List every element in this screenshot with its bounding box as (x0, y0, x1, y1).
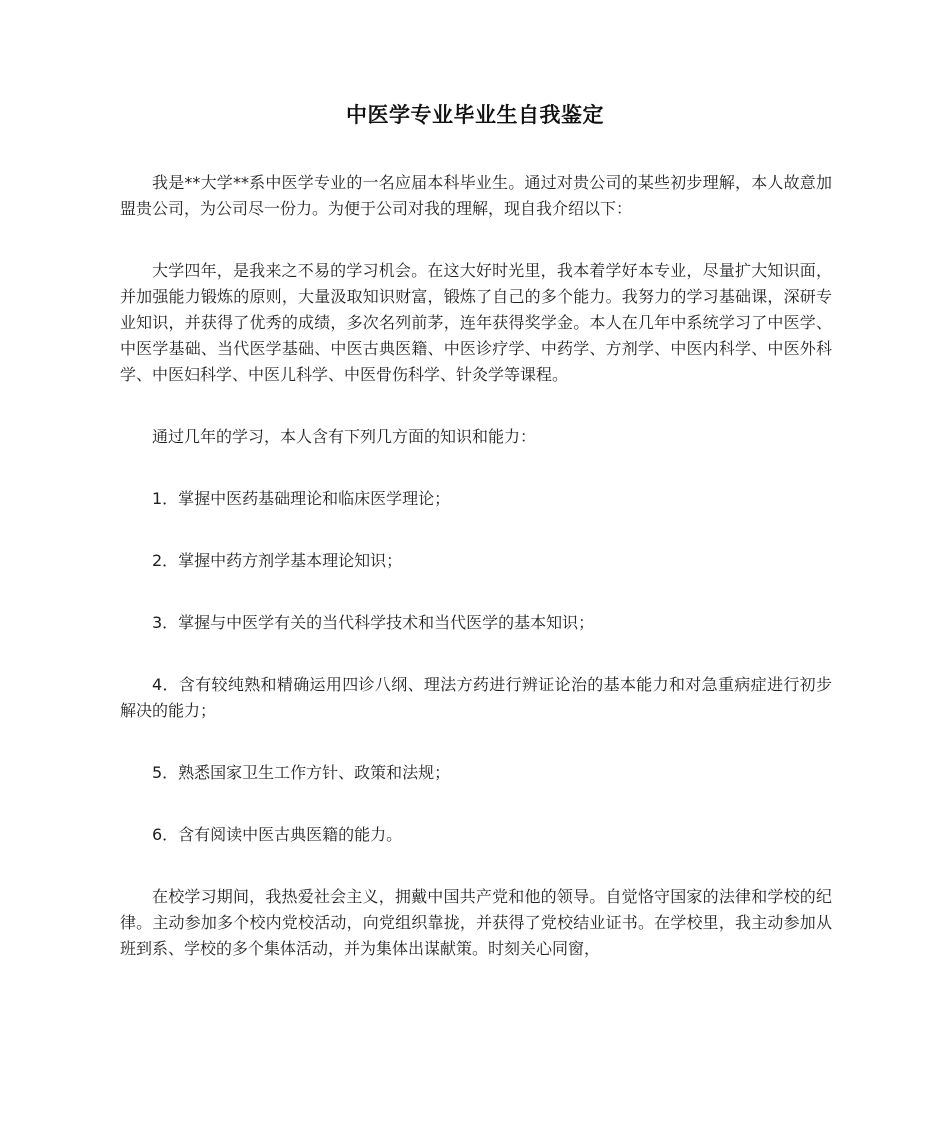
paragraph-study: 大学四年，是我来之不易的学习机会。在这大好时光里，我本着学好本专业，尽量扩大知识面，并加强能力锻炼的原则，大量汲取知识财富，锻炼了自己的多个能力。我努力的学习基础课，深研专业知识，并获得了优秀的成绩，多次名列前茅，连年获得奖学金。本人在几年中系统学习了中医学、中医学基础、当代医学基础、中医古典医籍、中医诊疗学、中药学、方剂学、中医内科学、中医外科学、中医妇科学、中医儿科学、中医骨伤科学、针灸学等课程。 (120, 261, 832, 384)
list-item-4: 4．含有较纯熟和精确运用四诊八纲、理法方药进行辨证论治的基本能力和对急重病症进行初步解决的能力； (120, 675, 832, 720)
list-item-5: 5．熟悉国家卫生工作方针、政策和法规； (152, 763, 451, 782)
paragraph-abilities-intro: 通过几年的学习，本人含有下列几方面的知识和能力： (152, 427, 537, 446)
list-item-3: 3．掌握与中医学有关的当代科学技术和当代医学的基本知识； (152, 613, 595, 632)
page-title: 中医学专业毕业生自我鉴定 (346, 103, 604, 127)
paragraph-campus-life: 在校学习期间，我热爱社会主义，拥戴中国共产党和他的领导。自觉恪守国家的法律和学校的纪律。主动参加多个校内党校活动，向党组织靠拢，并获得了党校结业证书。在学校里，我主动参加从班到系、学校的多个集体活动，并为集体出谋献策。时刻关心同窗， (120, 887, 832, 958)
document-body (120, 170, 832, 984)
list-item-6: 6．含有阅读中医古典医籍的能力。 (152, 825, 403, 844)
list-item-2: 2．掌握中药方剂学基本理论知识； (152, 551, 403, 570)
paragraph-intro: 我是**大学**系中医学专业的一名应届本科毕业生。通过对贵公司的某些初步理解，本人故意加盟贵公司，为公司尽一份力。为便于公司对我的理解，现自我介绍以下： (120, 173, 832, 218)
list-item-1: 1．掌握中医药基础理论和临床医学理论； (152, 489, 451, 508)
